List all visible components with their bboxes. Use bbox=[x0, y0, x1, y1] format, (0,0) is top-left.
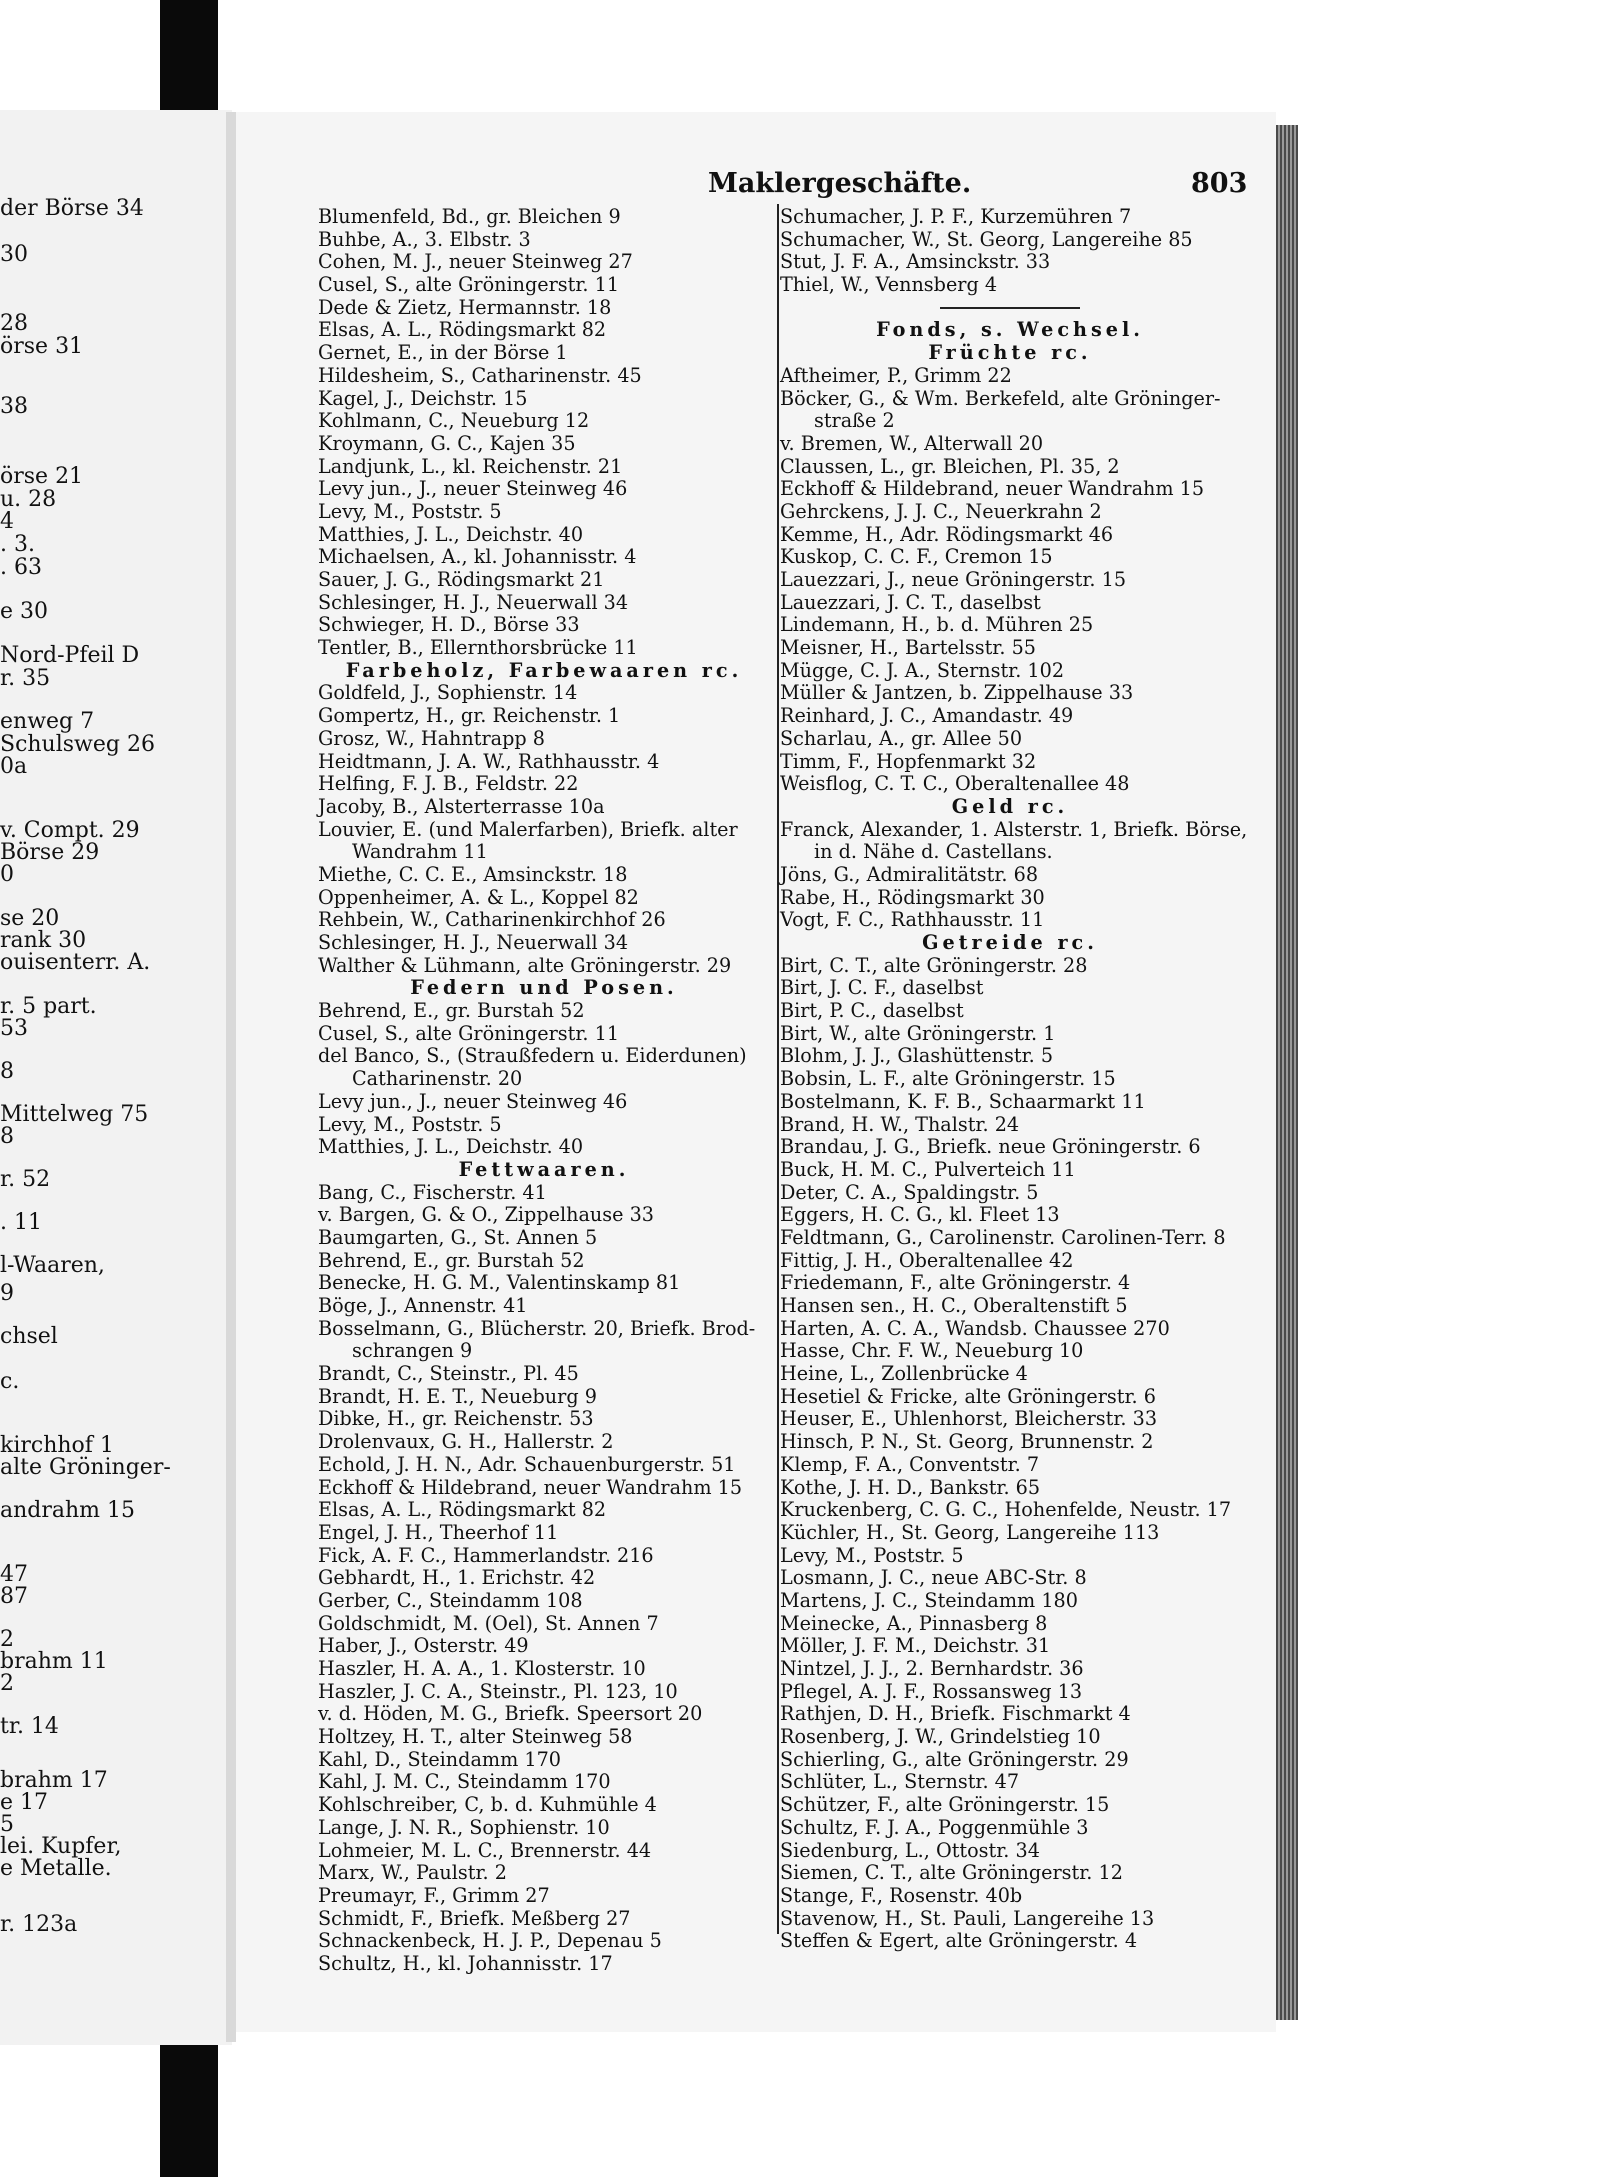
left-page-fragment: 5 bbox=[0, 1812, 14, 1837]
directory-entry: Rathjen, D. H., Briefk. Fischmarkt 4 bbox=[780, 1702, 1131, 1726]
directory-entry: Rehbein, W., Catharinenkirchhof 26 bbox=[318, 908, 666, 932]
left-page-fragment: . 63 bbox=[0, 555, 42, 580]
left-page-fragment: 38 bbox=[0, 394, 28, 419]
section-heading: Farbeholz, Farbewaaren rc. bbox=[345, 658, 743, 682]
directory-entry: Birt, P. C., daselbst bbox=[780, 999, 964, 1023]
left-page-fragment: Nord-Pfeil D bbox=[0, 643, 140, 668]
left-page-fragment: Schulsweg 26 bbox=[0, 732, 155, 757]
directory-entry: Küchler, H., St. Georg, Langereihe 113 bbox=[780, 1520, 1160, 1544]
directory-entry: Elsas, A. L., Rödingsmarkt 82 bbox=[318, 1498, 607, 1522]
left-page-fragment: Mittelweg 75 bbox=[0, 1102, 149, 1127]
directory-entry: Gebhardt, H., 1. Erichstr. 42 bbox=[318, 1566, 596, 1590]
directory-entry: Kothe, J. H. D., Bankstr. 65 bbox=[780, 1475, 1041, 1499]
left-page-fragment: . 11 bbox=[0, 1210, 42, 1235]
directory-entry: Fick, A. F. C., Hammerlandstr. 216 bbox=[318, 1543, 654, 1567]
directory-entry: Bostelmann, K. F. B., Schaarmarkt 11 bbox=[780, 1089, 1146, 1113]
left-page-fragment: örse 31 bbox=[0, 334, 84, 359]
left-page-fragment: r. 52 bbox=[0, 1167, 51, 1192]
directory-entry: Elsas, A. L., Rödingsmarkt 82 bbox=[318, 318, 607, 342]
directory-entry: Schnackenbeck, H. J. P., Depenau 5 bbox=[318, 1929, 662, 1953]
directory-entry: Goldfeld, J., Sophienstr. 14 bbox=[318, 681, 578, 705]
directory-entry: Schultz, H., kl. Johannisstr. 17 bbox=[318, 1951, 613, 1975]
column-divider bbox=[777, 204, 779, 1934]
directory-entry: Hinsch, P. N., St. Georg, Brunnenstr. 2 bbox=[780, 1430, 1154, 1454]
directory-entry: Friedemann, F., alte Gröningerstr. 4 bbox=[780, 1271, 1131, 1295]
directory-entry: Aftheimer, P., Grimm 22 bbox=[780, 363, 1012, 387]
directory-entry: Sauer, J. G., Rödingsmarkt 21 bbox=[318, 568, 605, 591]
directory-entry: Siemen, C. T., alte Gröningerstr. 12 bbox=[780, 1861, 1123, 1885]
directory-entry: Haszler, H. A. A., 1. Klosterstr. 10 bbox=[318, 1657, 646, 1680]
directory-entry: Müller & Jantzen, b. Zippelhause 33 bbox=[780, 681, 1134, 705]
left-page-fragment: c. bbox=[0, 1369, 20, 1394]
page-number: 803 bbox=[1191, 168, 1248, 199]
directory-entry: Heuser, E., Uhlenhorst, Bleicherstr. 33 bbox=[780, 1407, 1158, 1431]
directory-entry: Hesetiel & Fricke, alte Gröningerstr. 6 bbox=[780, 1384, 1156, 1408]
directory-entry: Jöns, G., Admiralitätstr. 68 bbox=[780, 862, 1039, 886]
directory-entry: Gernet, E., in der Börse 1 bbox=[318, 341, 568, 365]
directory-entry: Lohmeier, M. L. C., Brennerstr. 44 bbox=[318, 1838, 652, 1862]
left-page-fragment: l-Waaren, bbox=[0, 1253, 105, 1278]
directory-entry: Kagel, J., Deichstr. 15 bbox=[318, 386, 528, 410]
left-page-fragment: andrahm 15 bbox=[0, 1498, 136, 1523]
left-page-fragment: r. 5 part. bbox=[0, 994, 97, 1019]
directory-entry: Kohlschreiber, C, b. d. Kuhmühle 4 bbox=[318, 1793, 657, 1817]
directory-entry: Eggers, H. C. G., kl. Fleet 13 bbox=[780, 1203, 1060, 1227]
left-page-fragment: enweg 7 bbox=[0, 709, 95, 734]
directory-entry: Schierling, G., alte Gröningerstr. 29 bbox=[780, 1747, 1129, 1771]
directory-entry: Kroymann, G. C., Kajen 35 bbox=[318, 431, 576, 455]
book-spine bbox=[226, 112, 236, 2042]
directory-entry: Stavenow, H., St. Pauli, Langereihe 13 bbox=[780, 1906, 1155, 1930]
directory-entry: Cusel, S., alte Gröningerstr. 11 bbox=[318, 273, 620, 297]
directory-entry: Levy jun., J., neuer Steinweg 46 bbox=[318, 1089, 628, 1113]
directory-entry: Dede & Zietz, Hermannstr. 18 bbox=[318, 295, 612, 319]
directory-entry: Engel, J. H., Theerhof 11 bbox=[318, 1520, 559, 1544]
directory-entry: Scharlau, A., gr. Allee 50 bbox=[780, 726, 1023, 750]
left-page bbox=[0, 110, 232, 2045]
directory-entry: Holtzey, H. T., alter Steinweg 58 bbox=[318, 1725, 633, 1749]
directory-entry: Matthies, J. L., Deichstr. 40 bbox=[318, 1135, 584, 1159]
directory-entry: Levy, M., Poststr. 5 bbox=[318, 1112, 502, 1136]
directory-entry: Michaelsen, A., kl. Johannisstr. 4 bbox=[318, 545, 637, 569]
directory-entry: Buck, H. M. C., Pulverteich 11 bbox=[780, 1157, 1076, 1181]
binding-strip-top bbox=[160, 0, 218, 112]
directory-entry: Benecke, H. G. M., Valentinskamp 81 bbox=[318, 1271, 681, 1295]
directory-entry: Stange, F., Rosenstr. 40b bbox=[780, 1883, 1023, 1907]
directory-entry: Birt, C. T., alte Gröningerstr. 28 bbox=[780, 953, 1088, 977]
directory-entry: Martens, J. C., Steindamm 180 bbox=[780, 1588, 1078, 1612]
directory-entry: Matthies, J. L., Deichstr. 40 bbox=[318, 522, 584, 546]
section-heading: Geld rc. bbox=[951, 794, 1069, 818]
directory-entry: Blohm, J. J., Glashüttenstr. 5 bbox=[780, 1044, 1054, 1068]
left-page-fragment: u. 28 bbox=[0, 487, 57, 512]
directory-entry: Schlüter, L., Sternstr. 47 bbox=[780, 1770, 1020, 1794]
directory-entry: Buhbe, A., 3. Elbstr. 3 bbox=[318, 227, 531, 251]
directory-entry: Grosz, W., Hahntrapp 8 bbox=[318, 726, 545, 750]
directory-entry: in d. Nähe d. Castellans. bbox=[814, 840, 1053, 864]
directory-entry: Cusel, S., alte Gröningerstr. 11 bbox=[318, 1021, 620, 1045]
left-page-fragment: e Metalle. bbox=[0, 1856, 112, 1881]
left-page-fragment: 2 bbox=[0, 1627, 14, 1652]
directory-entry: Harten, A. C. A., Wandsb. Chaussee 270 bbox=[780, 1316, 1170, 1340]
section-heading: Fonds, s. Wechsel. bbox=[876, 318, 1144, 342]
directory-entry: Schwieger, H. D., Börse 33 bbox=[318, 613, 580, 637]
directory-entry: Steffen & Egert, alte Gröningerstr. 4 bbox=[780, 1929, 1138, 1953]
directory-entry: Brandau, J. G., Briefk. neue Gröningerstr. 6 bbox=[780, 1135, 1201, 1159]
directory-entry: Vogt, F. C., Rathhausstr. 11 bbox=[780, 908, 1045, 932]
directory-entry: Schultz, F. J. A., Poggenmühle 3 bbox=[780, 1815, 1089, 1839]
directory-entry: Jacoby, B., Alsterterrasse 10a bbox=[318, 794, 605, 818]
directory-entry: Schumacher, W., St. Georg, Langereihe 85 bbox=[780, 227, 1193, 251]
directory-entry: v. Bargen, G. & O., Zippelhause 33 bbox=[318, 1203, 654, 1227]
directory-entry: Schumacher, J. P. F., Kurzemühren 7 bbox=[780, 205, 1132, 228]
directory-entry: Drolenvaux, G. H., Hallerstr. 2 bbox=[318, 1430, 614, 1454]
directory-entry: Lauezzari, J. C. T., daselbst bbox=[780, 590, 1041, 614]
directory-entry: Walther & Lühmann, alte Gröningerstr. 29 bbox=[318, 953, 732, 977]
directory-entry: Bobsin, L. F., alte Gröningerstr. 15 bbox=[780, 1067, 1116, 1091]
directory-entry: v. Bremen, W., Alterwall 20 bbox=[780, 431, 1044, 455]
directory-entry: Schlesinger, H. J., Neuerwall 34 bbox=[318, 931, 629, 954]
directory-entry: Hasse, Chr. F. W., Neueburg 10 bbox=[780, 1339, 1084, 1363]
directory-entry: Helfing, F. J. B., Feldstr. 22 bbox=[318, 772, 579, 796]
directory-entry: Franck, Alexander, 1. Alsterstr. 1, Briefk. Börse, bbox=[780, 817, 1248, 841]
directory-entry: Claussen, L., gr. Bleichen, Pl. 35, 2 bbox=[780, 454, 1120, 478]
directory-entry: Birt, J. C. F., daselbst bbox=[780, 976, 984, 1000]
page-title: Maklergeschäfte. bbox=[708, 168, 972, 199]
directory-entry: Thiel, W., Vennsberg 4 bbox=[780, 273, 998, 297]
directory-entry: Levy jun., J., neuer Steinweg 46 bbox=[318, 477, 628, 501]
directory-entry: Wandrahm 11 bbox=[352, 840, 488, 864]
left-page-fragment: r. 35 bbox=[0, 666, 51, 691]
directory-entry: Rosenberg, J. W., Grindelstieg 10 bbox=[780, 1725, 1101, 1749]
section-heading: Getreide rc. bbox=[922, 931, 1098, 954]
left-page-fragment: brahm 17 bbox=[0, 1768, 108, 1793]
directory-entry: Reinhard, J. C., Amandastr. 49 bbox=[780, 704, 1074, 728]
directory-entry: Nintzel, J. J., 2. Bernhardstr. 36 bbox=[780, 1657, 1084, 1680]
directory-entry: Oppenheimer, A. & L., Koppel 82 bbox=[318, 885, 639, 909]
directory-entry: Stut, J. F. A., Amsinckstr. 33 bbox=[780, 250, 1051, 274]
directory-entry: Heidtmann, J. A. W., Rathhausstr. 4 bbox=[318, 749, 660, 773]
directory-entry: Behrend, E., gr. Burstah 52 bbox=[318, 1248, 585, 1272]
directory-entry: Cohen, M. J., neuer Steinweg 27 bbox=[318, 250, 633, 274]
directory-entry: Haszler, J. C. A., Steinstr., Pl. 123, 10 bbox=[318, 1679, 678, 1703]
directory-entry: Lauezzari, J., neue Gröningerstr. 15 bbox=[780, 568, 1127, 591]
left-page-fragment: 2 bbox=[0, 1671, 14, 1696]
directory-entry: Miethe, C. C. E., Amsinckstr. 18 bbox=[318, 862, 628, 886]
left-page-fragment: ouisenterr. A. bbox=[0, 950, 151, 975]
left-page-fragment: 4 bbox=[0, 509, 14, 534]
left-page-fragment: . 3. bbox=[0, 532, 35, 557]
section-heading: Früchte rc. bbox=[928, 341, 1092, 365]
page-edges bbox=[1276, 125, 1298, 2020]
left-page-fragment: r. 123a bbox=[0, 1912, 78, 1937]
directory-entry: Brandt, H. E. T., Neueburg 9 bbox=[318, 1384, 597, 1408]
left-page-fragment: 0 bbox=[0, 862, 14, 887]
directory-entry: Schmidt, F., Briefk. Meßberg 27 bbox=[318, 1906, 631, 1930]
directory-entry: Levy, M., Poststr. 5 bbox=[318, 499, 502, 523]
directory-entry: Gompertz, H., gr. Reichenstr. 1 bbox=[318, 704, 621, 728]
left-page-fragment: 8 bbox=[0, 1059, 14, 1084]
directory-entry: straße 2 bbox=[814, 409, 895, 433]
directory-entry: Fittig, J. H., Oberaltenallee 42 bbox=[780, 1248, 1074, 1272]
left-page-fragment: se 20 bbox=[0, 906, 60, 931]
directory-entry: Timm, F., Hopfenmarkt 32 bbox=[780, 749, 1037, 773]
left-page-fragment: örse 21 bbox=[0, 464, 84, 489]
section-heading: Fettwaaren. bbox=[458, 1157, 630, 1181]
directory-entry: Losmann, J. C., neue ABC-Str. 8 bbox=[780, 1566, 1087, 1590]
directory-entry: Gehrckens, J. J. C., Neuerkrahn 2 bbox=[780, 499, 1102, 523]
directory-entry: Tentler, B., Ellernthorsbrücke 11 bbox=[318, 636, 638, 660]
directory-entry: Siedenburg, L., Ottostr. 34 bbox=[780, 1838, 1040, 1862]
left-page-fragment: alte Gröninger- bbox=[0, 1455, 171, 1480]
section-rule bbox=[780, 297, 1240, 320]
directory-entry: Rabe, H., Rödingsmarkt 30 bbox=[780, 885, 1045, 909]
directory-entry: Eckhoff & Hildebrand, neuer Wandrahm 15 bbox=[780, 477, 1205, 501]
directory-entry: Louvier, E. (und Malerfarben), Briefk. alter bbox=[318, 817, 738, 841]
directory-entry: Lindemann, H., b. d. Mühren 25 bbox=[780, 613, 1094, 637]
directory-entry: Mügge, C. J. A., Sternstr. 102 bbox=[780, 658, 1065, 682]
directory-entry: Kahl, J. M. C., Steindamm 170 bbox=[318, 1770, 611, 1794]
left-page-fragment: rank 30 bbox=[0, 928, 87, 953]
left-page-fragment: e 17 bbox=[0, 1790, 49, 1815]
directory-entry: Pflegel, A. J. F., Rossansweg 13 bbox=[780, 1679, 1083, 1703]
directory-entry: Bosselmann, G., Blücherstr. 20, Briefk. Brod- bbox=[318, 1316, 756, 1340]
left-page-fragment: tr. 14 bbox=[0, 1714, 59, 1739]
directory-entry: Schützer, F., alte Gröningerstr. 15 bbox=[780, 1793, 1110, 1817]
left-page-fragment: lei. Kupfer, bbox=[0, 1834, 122, 1859]
directory-entry: Haber, J., Osterstr. 49 bbox=[318, 1634, 529, 1658]
directory-entry: Landjunk, L., kl. Reichenstr. 21 bbox=[318, 454, 623, 478]
directory-entry: Hildesheim, S., Catharinenstr. 45 bbox=[318, 363, 642, 387]
directory-entry: Klemp, F. A., Conventstr. 7 bbox=[780, 1452, 1040, 1476]
left-page-fragment: Börse 29 bbox=[0, 840, 100, 865]
directory-entry: Brand, H. W., Thalstr. 24 bbox=[780, 1112, 1020, 1136]
directory-entry: Marx, W., Paulstr. 2 bbox=[318, 1861, 507, 1885]
directory-entry: Gerber, C., Steindamm 108 bbox=[318, 1588, 583, 1612]
directory-entry: Goldschmidt, M. (Oel), St. Annen 7 bbox=[318, 1611, 659, 1635]
directory-entry: Meisner, H., Bartelsstr. 55 bbox=[780, 636, 1036, 660]
left-page-fragment: chsel bbox=[0, 1324, 58, 1349]
left-page-fragment: brahm 11 bbox=[0, 1649, 108, 1674]
left-page-fragment: 47 bbox=[0, 1562, 28, 1587]
directory-entry: schrangen 9 bbox=[352, 1339, 473, 1363]
left-page-fragment: 9 bbox=[0, 1281, 14, 1306]
directory-entry: Lange, J. N. R., Sophienstr. 10 bbox=[318, 1815, 610, 1839]
directory-column-right bbox=[780, 205, 1248, 1953]
directory-entry: Kuskop, C. C. F., Cremon 15 bbox=[780, 545, 1053, 569]
directory-entry: Kruckenberg, C. G. C., Hohenfelde, Neustr. 17 bbox=[780, 1498, 1232, 1522]
directory-entry: Behrend, E., gr. Burstah 52 bbox=[318, 999, 585, 1023]
directory-entry: Weisflog, C. T. C., Oberaltenallee 48 bbox=[780, 772, 1130, 796]
directory-entry: Möller, J. F. M., Deichstr. 31 bbox=[780, 1634, 1051, 1658]
left-page-fragment: 53 bbox=[0, 1016, 28, 1041]
directory-entry: Meinecke, A., Pinnasberg 8 bbox=[780, 1611, 1048, 1635]
directory-entry: Catharinenstr. 20 bbox=[352, 1067, 523, 1091]
left-page-fragment: 87 bbox=[0, 1584, 28, 1609]
directory-entry: del Banco, S., (Straußfedern u. Eiderdunen) bbox=[318, 1044, 747, 1068]
directory-column-left bbox=[318, 206, 770, 1976]
section-heading: Federn und Posen. bbox=[410, 976, 678, 1000]
directory-entry: Feldtmann, G., Carolinenstr. Carolinen-Terr. 8 bbox=[780, 1225, 1226, 1249]
directory-entry: Böge, J., Annenstr. 41 bbox=[318, 1294, 528, 1317]
directory-entry: Echold, J. H. N., Adr. Schauenburgerstr. 51 bbox=[318, 1452, 736, 1476]
left-page-fragment: v. Compt. 29 bbox=[0, 818, 140, 843]
left-page-fragment: 28 bbox=[0, 311, 28, 336]
directory-entry: Levy, M., Poststr. 5 bbox=[780, 1543, 964, 1567]
directory-entry: Kemme, H., Adr. Rödingsmarkt 46 bbox=[780, 522, 1114, 546]
section-rule-line bbox=[940, 307, 1080, 309]
directory-entry: Eckhoff & Hildebrand, neuer Wandrahm 15 bbox=[318, 1475, 743, 1499]
left-page-fragment: 8 bbox=[0, 1124, 14, 1149]
directory-entry: Bang, C., Fischerstr. 41 bbox=[318, 1180, 547, 1204]
directory-entry: Schlesinger, H. J., Neuerwall 34 bbox=[318, 590, 629, 614]
directory-entry: Böcker, G., & Wm. Berkefeld, alte Gröninger- bbox=[780, 386, 1221, 410]
directory-entry: Blumenfeld, Bd., gr. Bleichen 9 bbox=[318, 205, 621, 228]
directory-entry: Brandt, C., Steinstr., Pl. 45 bbox=[318, 1362, 579, 1386]
directory-entry: Dibke, H., gr. Reichenstr. 53 bbox=[318, 1407, 594, 1431]
left-page-fragment: kirchhof 1 bbox=[0, 1433, 114, 1458]
directory-entry: Birt, W., alte Gröningerstr. 1 bbox=[780, 1021, 1056, 1045]
directory-entry: Kahl, D., Steindamm 170 bbox=[318, 1747, 562, 1771]
left-page-fragment: der Börse 34 bbox=[0, 196, 144, 221]
left-page-fragment: e 30 bbox=[0, 599, 49, 624]
directory-entry: Hansen sen., H. C., Oberaltenstift 5 bbox=[780, 1294, 1128, 1317]
left-page-fragment: 0a bbox=[0, 754, 28, 779]
directory-entry: Deter, C. A., Spaldingstr. 5 bbox=[780, 1180, 1039, 1204]
directory-entry: Heine, L., Zollenbrücke 4 bbox=[780, 1362, 1028, 1386]
left-page-fragment: 30 bbox=[0, 242, 28, 267]
directory-entry: Preumayr, F., Grimm 27 bbox=[318, 1883, 550, 1907]
directory-entry: v. d. Höden, M. G., Briefk. Speersort 20 bbox=[318, 1702, 703, 1726]
directory-entry: Baumgarten, G., St. Annen 5 bbox=[318, 1225, 598, 1249]
directory-entry: Kohlmann, C., Neueburg 12 bbox=[318, 409, 590, 433]
